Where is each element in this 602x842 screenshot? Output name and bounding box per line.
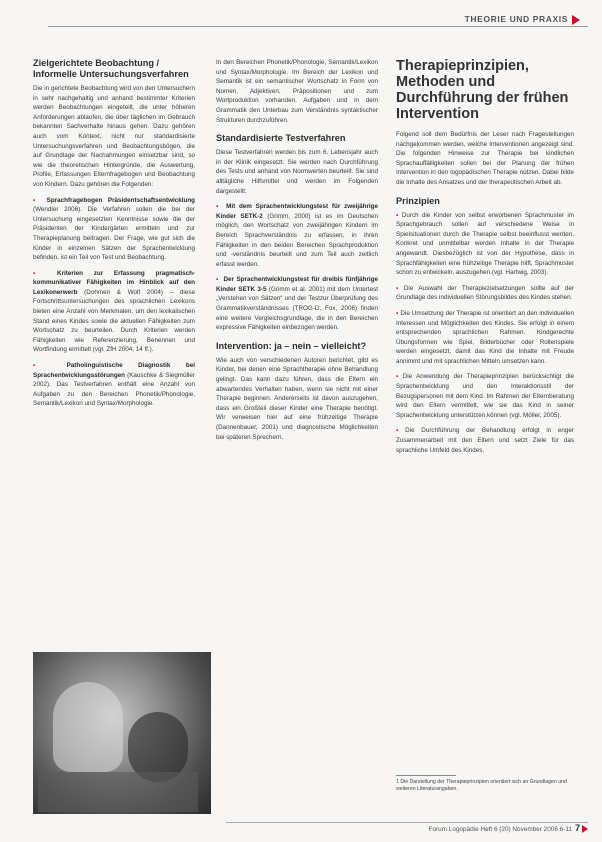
list-item-title: Mit dem Sprachentwicklungstest für zweijährige Kinder SETK-2 bbox=[216, 203, 379, 220]
list-item-text: Die Umsetzung der Therapie ist orientiert an den individuellen Interessen und Möglichkeiten des Kindes. Sie erfolgt in einem entsprechenden sprachlichen Rahmen. Kindgerechte Übungsformen wie Spiel, Bilderbücher oder Rollenspiele werden eingesetzt, damit das Kind die Inhalte mit Freude annimmt und mit sprachlichen Mitteln umsetzen kann. bbox=[396, 309, 574, 365]
col2-paragraph-1: Diese Testverfahren werden bis zum 6. Lebensjahr auch in der Klinik eingesetzt. Sie werden nach Durchführung des Tests und anhand von Normwerten beurteilt. Sie sind alltägliche Hilfsmittel und werden im Folgenden dargestellt: bbox=[216, 149, 378, 195]
list-item bbox=[216, 202, 378, 269]
list-item-text: (Grimm, 2000) ist es im Deutschen möglich, den Wortschatz von zweijährigen Kindern im Bereich Sprachverständnis zu erfassen, in ihren Fähigkeiten in den beiden Bereichen Sprachproduktion und -verständnis beurteilt und zum Teil auch zeitlich erfasst werden. bbox=[216, 212, 378, 268]
list-item-text: Durch die Kinder von selbst erworbenen Sprachmuster im Sprachgebrauch sollen auf verschiedene Weise in Spielsituationen durch die Therapie selbst beeinflusst werden. Konkret und unmittelbar werden Inhalte in der Therapie angewandt. Diesbezüglich ist von der Hypothese, dass in Sprachfähigkeiten eine frühzeitige Therapie hilft, Sprachmuster schon zu entwickeln, auszugehen (vgl. Hartwig, 2003). bbox=[396, 211, 574, 277]
bullet-icon: ▪ bbox=[396, 211, 400, 219]
bullet-icon: ▪ bbox=[396, 427, 404, 435]
footnote-rule bbox=[396, 775, 456, 776]
col1-heading: Zielgerichtete Beobachtung / Informelle Untersuchungsverfahren bbox=[33, 58, 189, 79]
list-item-title: Sprachfragebogen Präsidentschaftsentwicklung bbox=[46, 196, 196, 204]
page-number: 7 bbox=[575, 823, 588, 833]
footnote: 1 Die Darstellung der Therapieprinzipien orientiert sich an Grundlagen und weiteren Literaturangaben. bbox=[396, 779, 567, 792]
list-item-text: Die Anwendung der Therapieprinzipien berücksichtigt die Sprachentwicklung und den Interaktionsstil der Bezugspersonen mit dem Kind. Im Rahmen der Elternberatung wird den Eltern vermittelt, wie sie das Kind in seiner Sprachentwicklung unterstützen können (vgl. Möller, 2005). bbox=[396, 373, 574, 419]
bullet-icon: ▪ bbox=[33, 269, 45, 277]
list-item-text: (Grimm et al. 2001) mit dem Untertest „Verstehen von Sätzen“ und der Testzur Überprüfung des Grammatikverständnisses (TROG-D, Fox, 2006) finden eine weitere Vergleichsgrundlage, die in den Bereichen expressive Fähigkeiten einbezogen werden. bbox=[216, 285, 378, 332]
header-rule bbox=[48, 26, 588, 27]
list-item bbox=[396, 211, 574, 278]
col2-heading-1: Standardisierte Testverfahren bbox=[216, 133, 346, 144]
triangle-icon bbox=[582, 825, 588, 833]
list-item-text: (Dohmen & Wolf 2004) – diese Fortschrittsuntersuchungen des sprachlichen Lexikons bieten eine Anzahl von Merkmalen, um den lexikalischen Stand eines Kindes sowie die aktuellen Fähigkeiten zum Wortschatz zu beurteilen. Durch Kriterien werden Fähigkeiten wie Referenzierung, Benennen und Wortfindung ermittelt (vgl. ZfH 2004, 14 ff.). bbox=[33, 288, 195, 354]
list-item bbox=[33, 196, 195, 263]
bullet-icon: ▪ bbox=[216, 203, 221, 211]
list-item bbox=[396, 372, 574, 420]
col1-intro: Die in gerichtete Beobachtung wird von den Untersuchern in sehr nachgehaltig und anhand bestimmter Kriterien werden Beobachtungen eingeteilt, die unter höheren Anforderungen ablaufen, die über täglichen im Gebrauch bekannten Sachverhalte hinaus gehen. Dazu gehören auch vom Kontext, nicht nur standardisierte Untersuchungsverfahren und Beobachtungsbögen, die auf Grundlage der Nachahmungen einsetzbar sind, so wie die theoretischen Hintergründe, die Auswertung, Profile, Erfassungen Elternfragebogen und Beobachtung von Kindern. Dazu gehören die Folgenden: bbox=[33, 85, 195, 188]
article-heading: Therapieprinzipien, Methoden und Durchführung der frühen Intervention bbox=[396, 58, 569, 122]
list-item bbox=[396, 309, 574, 367]
bullet-icon: ▪ bbox=[33, 196, 40, 204]
section-label: THEORIE UND PRAXIS bbox=[465, 14, 580, 25]
col3-paragraph-1: Folgend soll dem Bedürfnis der Leser nach Fragestellungen nachgekommen werden, welche Interventionen angezeigt sind. Die folgenden Hinweise zur Therapie bei kindlichen Sprachauffälligkeiten sollen bei der Planung der frühen Intervention in den logopädischen Therapie nützen. Dabei bilde die Inhalte des Ansatzes und der therapeutischen Arbeit ab. bbox=[396, 131, 574, 186]
footer-journal: Forum Logopädie Heft 6 (20) November 2006 6-11 bbox=[428, 826, 572, 833]
bullet-icon: ▪ bbox=[33, 362, 50, 370]
bullet-icon: ▪ bbox=[396, 309, 399, 317]
triangle-icon bbox=[572, 15, 580, 25]
list-item-text: (Kauschke & Siegmüller 2002). Das Testverfahren enthält eine Anzahl von Aufgaben zu den Bereichen Phonetik/Phonologie, Semantik/Lexikon und Syntax/Morphologie. bbox=[33, 371, 195, 408]
list-item-title: Kriterien zur Erfassung pragmatisch-kommunikativer Fähigkeiten im Hinblick auf den Lexikonerwerb bbox=[33, 269, 196, 296]
list-item bbox=[216, 275, 378, 333]
col2-paragraph-2: Wie auch von verschiedenen Autoren berichtet, gibt es Kinder, bei denen eine Sprachtherapie ohne Behandlung gelingt. Das kann dazu führen, dass die Eltern ein abwartendes Verhalten haben, wenn sie nicht mit einer Therapie beginnen. Andererseits ist davon auszugehen, dass ein Großteil dieser Kinder eine Therapie benötigt. Wir verweisen hier auf eine frühzeitige Therapie (Dannenbauer, 2001) und diagnostische Möglichkeiten bei späteren Sprechern. bbox=[216, 356, 378, 441]
list-item-text: Die Auswahl der Therapiezielsetzungen sollte auf der Grundlage des individuellen Störungsbildes des Kindes stehen. bbox=[396, 284, 574, 302]
list-item bbox=[396, 284, 574, 303]
bullet-icon: ▪ bbox=[396, 284, 402, 292]
col2-continuation: In den Bereichen Phonetik/Phonologie, Semantik/Lexikon und Syntax/Morphologie. Im Bereich der Lexikon und Semantik ist ein semantischer Wortschatz in Form von Nomen, Adjektiven, Präpositionen und zum Wortproduktion vorhanden. Aufgaben und in dem Grammatik den Unterbau zum Verständnis syntaktischer Strukturen durchzuführen. bbox=[216, 59, 378, 124]
col3-heading-2: Prinzipien bbox=[396, 195, 440, 206]
list-item-text: Die Durchführung der Behandlung erfolgt in enger Zusammenarbeit mit den Eltern und setzt Ziele für das sprachliche Umfeld des Kindes. bbox=[396, 427, 574, 454]
list-item bbox=[33, 361, 195, 409]
list-item-title: Der Sprachentwicklungstest für dreibis fünfjährige Kinder SETK 3-5 bbox=[216, 276, 378, 293]
column-3 bbox=[396, 58, 574, 461]
bullet-icon: ▪ bbox=[216, 276, 219, 284]
col2-heading-2: Intervention: ja – nein – vielleicht? bbox=[216, 340, 367, 351]
photo-child-playing bbox=[33, 652, 211, 814]
footer-rule bbox=[226, 822, 588, 823]
list-item-title: Patholinguistische Diagnostik bei Sprachentwicklungsstörungen bbox=[33, 362, 195, 379]
column-2 bbox=[216, 58, 378, 448]
bullet-icon: ▪ bbox=[396, 373, 401, 381]
list-item bbox=[33, 269, 195, 355]
column-1 bbox=[33, 58, 195, 415]
list-item-text: (Wendler 2006). Die Verfahren sollen die bei der Untersuchung eingesetzten Kenntnisse sowie die der Präsidenten der Kindergärten ermitteln und zur Therapieplanung beitragen. Der Frage, wie gut sich die Kinder in einzelnen Sätzen der Sprachentwicklung befinden, ist ein Teil von Test und Beobachtung. bbox=[33, 206, 195, 262]
list-item bbox=[396, 426, 574, 455]
